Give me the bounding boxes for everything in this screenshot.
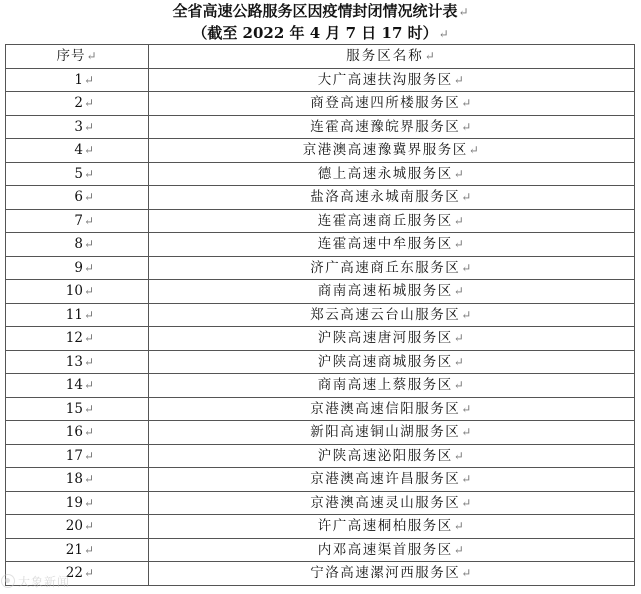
service-area-name: 京港澳高速信阳服务区 — [310, 400, 461, 417]
row-number-cell — [6, 350, 149, 374]
paragraph-mark-icon: ↵ — [83, 472, 94, 487]
row-number: 3 — [74, 118, 83, 135]
table-row — [6, 327, 635, 351]
paragraph-mark-icon: ↵ — [461, 119, 473, 134]
row-number: 17 — [65, 447, 83, 464]
service-area-name: 盐洛高速永城南服务区 — [310, 189, 461, 206]
table-row — [6, 562, 635, 586]
service-area-name: 郑云高速云台山服务区 — [310, 306, 461, 323]
table-header-row — [6, 45, 635, 69]
row-number: 16 — [65, 424, 83, 441]
row-number: 5 — [74, 165, 83, 182]
column-header-label: 服务区名称 — [346, 48, 424, 65]
table-row — [6, 397, 635, 421]
paragraph-mark-icon: ↵ — [438, 27, 449, 41]
paragraph-mark-icon: ↵ — [83, 190, 94, 205]
table-row — [6, 68, 635, 92]
column-header-name — [149, 45, 635, 69]
service-area-name: 德上高速永城服务区 — [317, 165, 453, 182]
paragraph-mark-icon: ↵ — [461, 566, 473, 581]
row-number-cell — [6, 468, 149, 492]
service-area-name: 大广高速扶沟服务区 — [317, 71, 453, 88]
table-row — [6, 92, 635, 116]
row-number-cell — [6, 515, 149, 539]
paragraph-mark-icon: ↵ — [468, 143, 481, 158]
row-number-cell — [6, 444, 149, 468]
paragraph-mark-icon: ↵ — [83, 378, 94, 393]
paragraph-mark-icon: ↵ — [83, 495, 94, 510]
paragraph-mark-icon: ↵ — [83, 566, 94, 581]
paragraph-mark-icon: ↵ — [83, 307, 94, 322]
service-area-name-cell — [149, 303, 635, 327]
service-area-name-cell — [149, 350, 635, 374]
service-area-name-cell — [149, 280, 635, 304]
paragraph-mark-icon: ↵ — [83, 96, 94, 111]
paragraph-mark-icon: ↵ — [461, 472, 473, 487]
table-row — [6, 491, 635, 515]
paragraph-mark-icon: ↵ — [453, 519, 466, 534]
row-number-cell — [6, 491, 149, 515]
service-area-name-cell — [149, 538, 635, 562]
service-area-name-cell — [149, 562, 635, 586]
paragraph-mark-icon: ↵ — [453, 378, 466, 393]
service-area-name: 京港澳高速许昌服务区 — [310, 471, 461, 488]
title-text: 全省高速公路服务区因疫情封闭情况统计表 — [172, 2, 458, 20]
row-number-cell — [6, 68, 149, 92]
paragraph-mark-icon: ↵ — [83, 166, 94, 181]
row-number-cell — [6, 139, 149, 163]
paragraph-mark-icon: ↵ — [453, 354, 466, 369]
paragraph-mark-icon: ↵ — [83, 448, 94, 463]
service-area-name-cell — [149, 92, 635, 116]
table-row — [6, 162, 635, 186]
paragraph-mark-icon: ↵ — [453, 237, 466, 252]
service-area-name: 济广高速商丘东服务区 — [310, 259, 461, 276]
paragraph-mark-icon: ↵ — [83, 542, 94, 557]
row-number: 11 — [65, 306, 83, 323]
table-row — [6, 139, 635, 163]
row-number: 2 — [74, 95, 83, 112]
table-row — [6, 421, 635, 445]
service-area-name-cell — [149, 397, 635, 421]
paragraph-mark-icon: ↵ — [461, 190, 473, 205]
paragraph-mark-icon: ↵ — [461, 401, 473, 416]
service-area-name-cell — [149, 139, 635, 163]
row-number: 8 — [74, 236, 83, 253]
service-area-name: 沪陕高速商城服务区 — [317, 353, 453, 370]
row-number: 6 — [74, 189, 83, 206]
table-row — [6, 538, 635, 562]
row-number: 13 — [65, 353, 83, 370]
row-number: 4 — [74, 142, 83, 159]
paragraph-mark-icon: ↵ — [83, 213, 94, 228]
service-area-name-cell — [149, 186, 635, 210]
service-area-name: 宁洛高速漯河西服务区 — [310, 565, 461, 582]
service-area-name-cell — [149, 515, 635, 539]
service-area-table — [5, 44, 635, 586]
paragraph-mark-icon: ↵ — [83, 354, 94, 369]
paragraph-mark-icon: ↵ — [453, 448, 466, 463]
watermark-text: 大象新闻 — [18, 574, 71, 589]
paragraph-mark-icon: ↵ — [461, 425, 473, 440]
row-number-cell — [6, 186, 149, 210]
paragraph-mark-icon: ↵ — [83, 425, 94, 440]
paragraph-mark-icon: ↵ — [461, 96, 473, 111]
service-area-name-cell — [149, 327, 635, 351]
paragraph-mark-icon: ↵ — [424, 49, 437, 64]
row-number: 21 — [65, 541, 83, 558]
table-row — [6, 233, 635, 257]
row-number-cell — [6, 374, 149, 398]
row-number: 12 — [65, 330, 83, 347]
service-area-name-cell — [149, 209, 635, 233]
row-number: 15 — [65, 400, 83, 417]
row-number: 1 — [74, 71, 83, 88]
service-area-name-cell — [149, 444, 635, 468]
paragraph-mark-icon: ↵ — [86, 49, 98, 64]
paragraph-mark-icon: ↵ — [83, 401, 94, 416]
row-number-cell — [6, 538, 149, 562]
paragraph-mark-icon: ↵ — [83, 237, 94, 252]
row-number: 10 — [65, 283, 83, 300]
service-area-name: 商南高速上蔡服务区 — [317, 377, 453, 394]
weibo-logo-icon — [1, 574, 15, 588]
table-body — [6, 68, 635, 585]
service-area-name: 内邓高速渠首服务区 — [317, 541, 453, 558]
row-number-cell — [6, 162, 149, 186]
table-row — [6, 303, 635, 327]
table-row — [6, 256, 635, 280]
paragraph-mark-icon: ↵ — [458, 5, 469, 19]
paragraph-mark-icon: ↵ — [453, 284, 466, 299]
row-number: 22 — [65, 565, 83, 582]
row-number-cell — [6, 209, 149, 233]
table-row — [6, 515, 635, 539]
service-area-name-cell — [149, 421, 635, 445]
service-area-name: 沪陕高速唐河服务区 — [317, 330, 453, 347]
paragraph-mark-icon: ↵ — [461, 307, 473, 322]
service-area-name: 商登高速四所楼服务区 — [310, 95, 461, 112]
service-area-name: 京港澳高速灵山服务区 — [310, 494, 461, 511]
row-number-cell — [6, 421, 149, 445]
row-number-cell — [6, 303, 149, 327]
column-header-label: 序号 — [56, 48, 86, 65]
paragraph-mark-icon: ↵ — [83, 119, 94, 134]
service-area-name: 沪陕高速泌阳服务区 — [317, 447, 453, 464]
service-area-name-cell — [149, 162, 635, 186]
paragraph-mark-icon: ↵ — [83, 284, 94, 299]
subtitle-text: （截至 2022 年 4 月 7 日 17 时） — [192, 24, 438, 42]
row-number-cell — [6, 327, 149, 351]
paragraph-mark-icon: ↵ — [83, 260, 94, 275]
service-area-name-cell — [149, 491, 635, 515]
row-number: 7 — [74, 212, 83, 229]
table-row — [6, 186, 635, 210]
row-number-cell — [6, 280, 149, 304]
service-area-name-cell — [149, 468, 635, 492]
paragraph-mark-icon: ↵ — [453, 166, 466, 181]
service-area-name: 连霍高速豫皖界服务区 — [310, 118, 461, 135]
table-row — [6, 374, 635, 398]
row-number-cell — [6, 115, 149, 139]
table-row — [6, 115, 635, 139]
paragraph-mark-icon: ↵ — [83, 72, 94, 87]
service-area-name: 新阳高速铜山湖服务区 — [310, 424, 461, 441]
paragraph-mark-icon: ↵ — [453, 72, 466, 87]
column-header-number — [6, 45, 149, 69]
service-area-name-cell — [149, 68, 635, 92]
row-number: 20 — [65, 518, 83, 535]
paragraph-mark-icon: ↵ — [453, 542, 466, 557]
paragraph-mark-icon: ↵ — [83, 331, 94, 346]
row-number-cell — [6, 233, 149, 257]
service-area-name: 京港澳高速豫冀界服务区 — [302, 142, 468, 159]
table-row — [6, 209, 635, 233]
page-subtitle — [0, 23, 641, 43]
service-area-name: 连霍高速商丘服务区 — [317, 212, 453, 229]
paragraph-mark-icon: ↵ — [453, 331, 466, 346]
service-area-name-cell — [149, 256, 635, 280]
service-area-name: 连霍高速中牟服务区 — [317, 236, 453, 253]
table-row — [6, 280, 635, 304]
row-number-cell — [6, 256, 149, 280]
table-row — [6, 468, 635, 492]
paragraph-mark-icon: ↵ — [461, 495, 473, 510]
watermark — [1, 572, 70, 590]
row-number-cell — [6, 397, 149, 421]
row-number: 19 — [65, 494, 83, 511]
service-area-name-cell — [149, 233, 635, 257]
service-area-name: 许广高速桐柏服务区 — [317, 518, 453, 535]
service-area-name-cell — [149, 115, 635, 139]
row-number-cell — [6, 92, 149, 116]
paragraph-mark-icon: ↵ — [453, 213, 466, 228]
row-number: 18 — [65, 471, 83, 488]
service-area-name: 商南高速柘城服务区 — [317, 283, 453, 300]
row-number: 14 — [65, 377, 83, 394]
table-row — [6, 444, 635, 468]
paragraph-mark-icon: ↵ — [83, 519, 94, 534]
table-row — [6, 350, 635, 374]
row-number: 9 — [74, 259, 83, 276]
service-area-name-cell — [149, 374, 635, 398]
page-title — [0, 1, 641, 21]
paragraph-mark-icon: ↵ — [83, 143, 94, 158]
paragraph-mark-icon: ↵ — [461, 260, 473, 275]
